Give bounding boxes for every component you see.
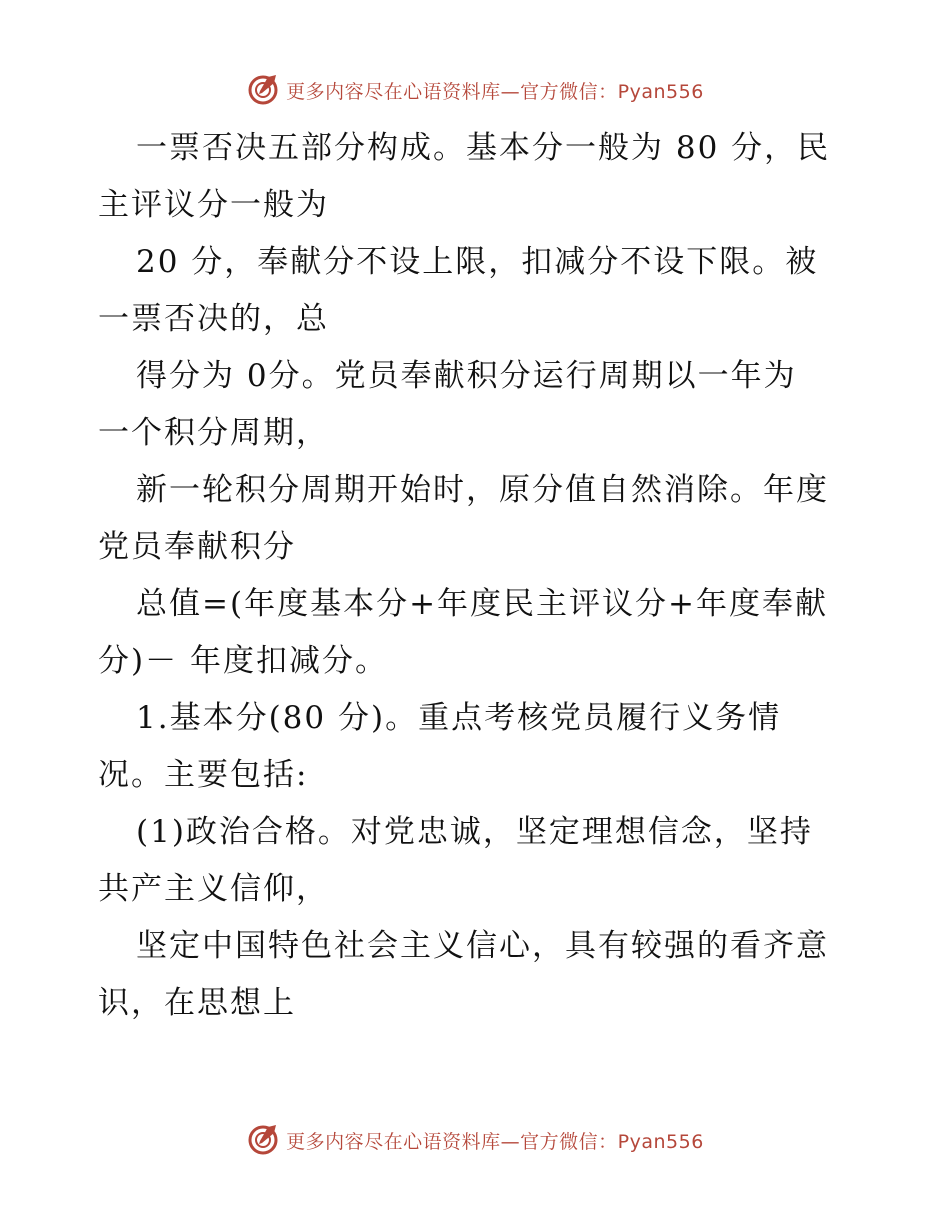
paragraph-line: 党员奉献积分 xyxy=(98,529,296,565)
header-banner-text: 更多内容尽在心语资料库—官方微信：Pyan556 xyxy=(286,80,704,103)
paragraph-line: 得分为 0分。党员奉献积分运行周期以一年为 xyxy=(136,358,797,394)
paragraph-line: 20 分，奉献分不设上限，扣减分不设下限。被 xyxy=(136,244,819,280)
paragraph-line: 总值=(年度基本分+年度民主评议分+年度奉献 xyxy=(136,586,829,622)
paragraph-line: 坚定中国特色社会主义信心，具有较强的看齐意 xyxy=(136,928,829,964)
paragraph-line: 一票否决五部分构成。基本分一般为 80 分，民 xyxy=(136,130,831,166)
paragraph-line: (1)政治合格。对党忠诚，坚定理想信念，坚持 xyxy=(136,814,813,850)
pen-circle-logo-icon xyxy=(246,1123,280,1157)
paragraph-line: 1.基本分(80 分)。重点考核党员履行义务情 xyxy=(136,700,782,736)
paragraph-line: 新一轮积分周期开始时，原分值自然消除。年度 xyxy=(136,472,829,508)
paragraph-line: 况。主要包括: xyxy=(98,757,309,793)
paragraph-line: 共产主义信仰， xyxy=(98,871,329,907)
header-banner xyxy=(0,70,950,110)
pen-circle-logo-icon xyxy=(246,73,280,107)
paragraph-line: 分)－ 年度扣减分。 xyxy=(98,643,388,679)
paragraph-line: 主评议分一般为 xyxy=(98,187,329,223)
footer-banner-text: 更多内容尽在心语资料库—官方微信：Pyan556 xyxy=(286,1130,704,1153)
paragraph-line: 识，在思想上 xyxy=(98,985,296,1021)
paragraph-line: 一个积分周期， xyxy=(98,415,329,451)
document-body xyxy=(98,120,858,1032)
paragraph-line: 一票否决的，总 xyxy=(98,301,329,337)
footer-banner xyxy=(0,1120,950,1160)
